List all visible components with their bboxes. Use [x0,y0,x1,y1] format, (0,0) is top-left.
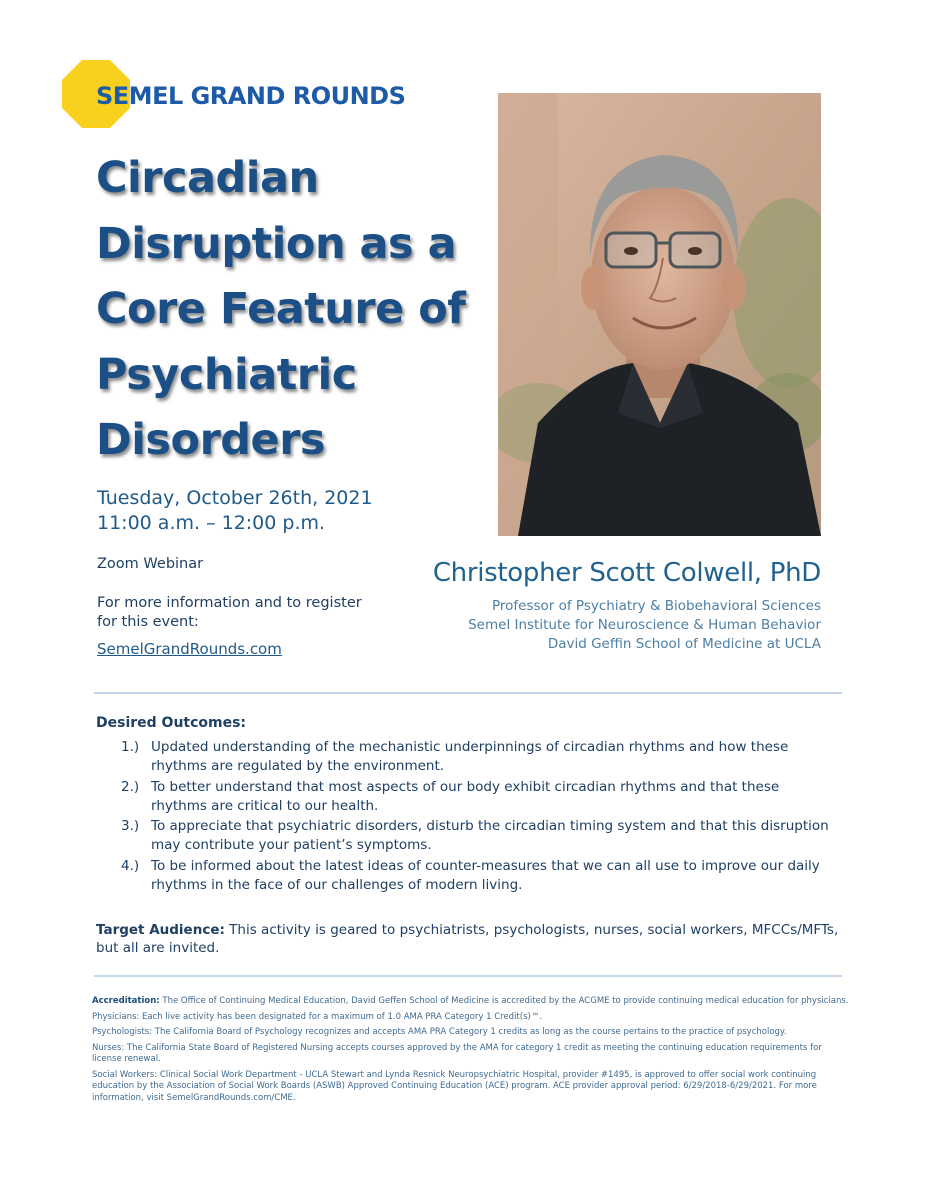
title-line: Circadian [96,153,319,203]
divider [94,975,842,977]
list-item [96,778,836,816]
list-item [96,738,836,776]
event-title [96,146,476,474]
list-item [96,857,836,895]
speaker-affiliation: David Geffin School of Medicine at UCLA [547,636,821,652]
accreditation-label: Accreditation: [92,996,160,1006]
logo-text: SEMEL GRAND ROUNDS [96,82,406,110]
title-line: Disruption as a [96,218,457,269]
accreditation-fine-print [92,996,852,1108]
psychologists-credit: Psychologists: The California Board of Psychology recognizes and accepts AMA PRA Category 1 credits as long as the course pertains to the practice of psychology. [92,1027,787,1037]
target-audience-label: Target Audience: [96,922,225,938]
speaker-affiliation: Professor of Psychiatry & Biobehavioral Sciences [491,598,821,614]
outcomes-heading: Desired Outcomes: [96,715,247,731]
list-item-number: 2.) [121,778,140,795]
target-audience-text: This activity is geared to psychiatrists, psychologists, nurses, social workers, MFCCs/MFTs, but all are invited. [96,922,839,956]
list-item-text: To appreciate that psychiatric disorders, disturb the circadian timing system and that this disruption may contribute your patient’s symptoms. [151,818,829,853]
list-item-text: To better understand that most aspects of our body exhibit circadian rhythms and that these rhythms are critical to our health. [151,778,780,814]
nurses-credit: Nurses: The California State Board of Registered Nursing accepts courses approved by the AMA for category 1 credit as meeting the continuing education requirements for license renewal. [92,1042,822,1064]
divider [94,692,842,694]
outcomes-list [96,738,836,896]
accreditation-text: The Office of Continuing Medical Education, David Geffen School of Medicine is accredited by the ACGME to provide continuing medical education for physicians. [159,996,849,1006]
event-format: Zoom Webinar [97,556,204,572]
list-item-number: 3.) [121,818,140,834]
more-info-text: for this event: [97,614,199,630]
accreditation-paragraph [92,996,852,1008]
speaker-affiliation: Semel Institute for Neuroscience & Human Behavior [468,617,821,633]
speaker-portrait-icon [498,93,821,536]
event-time: 11:00 a.m. – 12:00 p.m. [97,512,326,534]
event-date: Tuesday, October 26th, 2021 [97,487,373,509]
speaker-name: Christopher Scott Colwell, PhD [432,558,821,588]
target-audience [96,921,841,957]
more-info-text: For more information and to register [97,595,362,611]
registration-link[interactable]: SemelGrandRounds.com [97,640,282,658]
title-line: Psychiatric [96,349,357,400]
title-line: Core Feature of [96,284,466,334]
list-item-text: Updated understanding of the mechanistic underpinnings of circadian rhythms and how these rhythms are regulated by the environment. [151,739,789,774]
social-workers-credit: Social Workers: Clinical Social Work Department - UCLA Stewart and Lynda Resnick Neuropsychiatric Hospital, provider #1495, is approved to offer social work continuing education by the Association of Social Work Boards (ASWB) Approved Continuing Education (ACE) program. ACE provider approval period: 6/29/2018-6/29/2021. For more information, visit SemelGrandRounds.com/CME. [92,1069,817,1103]
physicians-credit: Physicians: Each live activity has been designated for a maximum of 1.0 AMA PRA Category 1 Credit(s)™. [92,1011,543,1022]
title-line: Disorders [96,415,326,465]
list-item [96,817,836,855]
list-item-number: 1.) [121,739,140,755]
speaker-photo [498,93,821,536]
list-item-text: To be informed about the latest ideas of counter-measures that we can all use to improve our daily rhythms in the face of our challenges of modern living. [151,857,820,893]
list-item-number: 4.) [121,857,140,874]
